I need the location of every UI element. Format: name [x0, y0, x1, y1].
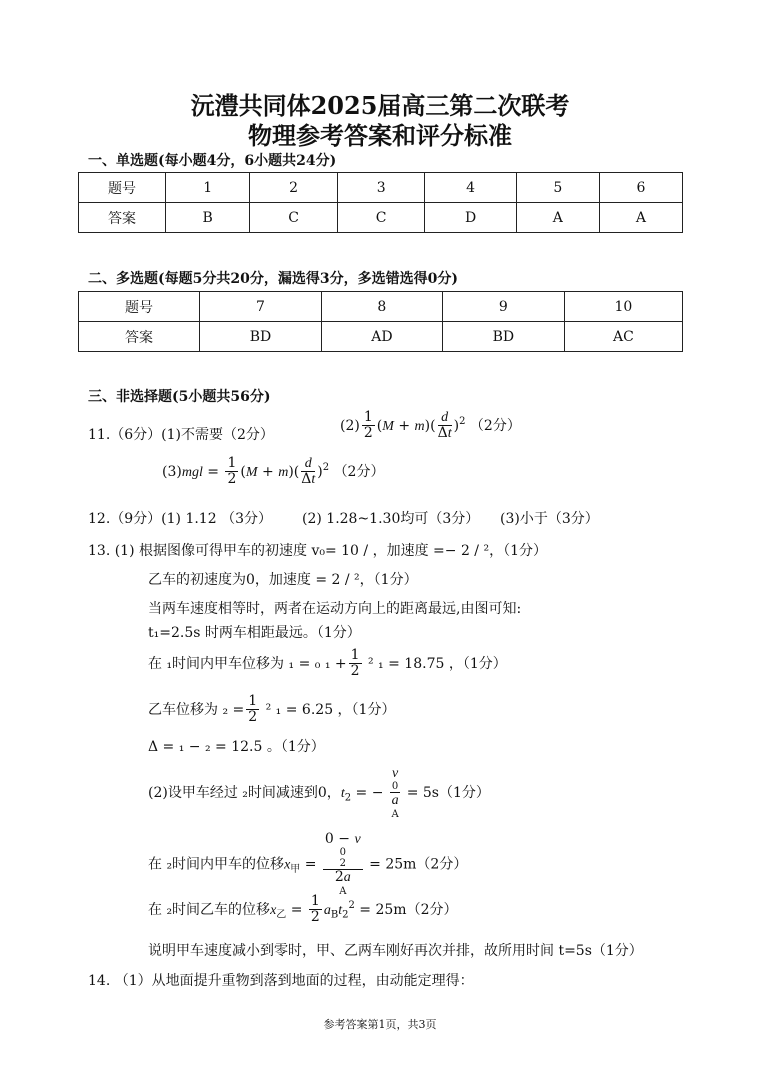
q11-part1: 11.（6分）(1)不需要（2分） — [88, 427, 274, 443]
answer-cell: AC — [564, 322, 682, 352]
q13-line3: 当两车速度相等时，两者在运动方向上的距离最远,由图可知: — [148, 601, 522, 617]
q13-line8: (2)设甲车经过 ₂时间减速到0，$t_2$ = − v 0 a A = 5s（1分） — [148, 766, 490, 820]
fraction-half: $\frac{1}{2}$ — [350, 647, 360, 680]
fraction-half: $\frac{1}{2}$ — [363, 409, 373, 442]
q11-part3: (3)mgl = $\frac{1}{2}$ (M + m)( $\frac{d}{\Delta t}$ )$^2$ （2分） — [162, 455, 385, 488]
table-row — [79, 173, 683, 203]
table-row — [79, 203, 683, 233]
q11-part3-prefix: (3) — [162, 463, 182, 480]
q11-part2: (2) $\frac{1}{2}$ (M + m)( $\frac{d}{\Delta t}$ )$^2$ （2分） — [340, 409, 521, 442]
fraction-half: $\frac{1}{2}$ — [248, 693, 258, 726]
fraction-d-dt: $\frac{d}{\Delta t}$ — [301, 456, 316, 488]
row-label-answer: 答案 — [79, 203, 166, 233]
q12-part3: (3)小于（3分） — [500, 511, 599, 527]
section3-heading: 三、非选择题(5小题共56分) — [88, 389, 271, 405]
answer-cell: BD — [200, 322, 322, 352]
q13-line8-suffix: = 5s（1分） — [406, 784, 490, 801]
row-label-question: 题号 — [79, 173, 166, 203]
q13-line9: 在 ₂时间内甲车的位移$x_甲$ = 0 − v 0 2 2a A = 25m（2分） — [148, 831, 468, 897]
q13-line1: 13. (1) 根据图像可得甲车的初速度 v₀= 10 / ，加速度 =− 2 / ²，（1分） — [88, 543, 547, 559]
q13-line9-suffix: = 25m（2分） — [369, 856, 468, 873]
question-number: 4 — [425, 173, 516, 203]
answer-cell: A — [516, 203, 599, 233]
table-row — [79, 322, 683, 352]
q13-line5-suffix: ² ₁ = 18.75 ，（1分） — [363, 655, 507, 672]
question-number: 6 — [599, 173, 682, 203]
answer-cell: D — [425, 203, 516, 233]
section2-heading: 二、多选题(每题5分共20分，漏选得3分，多选错选得0分) — [88, 271, 458, 287]
answer-cell: C — [250, 203, 338, 233]
q13-line10: 在 ₂时间乙车的位移$x_乙$ = $\frac{1}{2}$ $a_Bt_2^2 = 25m(2$分） — [148, 893, 458, 926]
fraction-half: $\frac{1}{2}$ — [227, 455, 237, 488]
question-number: 2 — [250, 173, 338, 203]
answer-cell: B — [166, 203, 250, 233]
q13-line2: 乙车的初速度为0，加速度 = 2 / ²，（1分） — [148, 572, 418, 588]
question-number: 10 — [564, 292, 682, 322]
answer-cell: C — [337, 203, 425, 233]
fraction-d-dt: $\frac{d}{\Delta t}$ — [437, 410, 452, 442]
multi-choice-table — [78, 291, 683, 352]
row-label-question: 题号 — [79, 292, 200, 322]
fraction-half: $\frac{1}{2}$ — [310, 893, 320, 926]
question-number: 9 — [442, 292, 564, 322]
q13-line6-prefix: 乙车位移为 ₂ = — [148, 701, 245, 718]
answer-cell: A — [599, 203, 682, 233]
q11-part2-prefix: (2) — [340, 417, 360, 434]
title-line2: 物理参考答案和评分标准 — [248, 121, 512, 150]
q11-part2-score: （2分） — [469, 417, 521, 434]
fraction-displacement-a: 0 − v 0 2 2a A — [324, 831, 361, 897]
q13-line8-prefix: (2)设甲车经过 ₂时间减速到0， — [148, 784, 341, 801]
table-row — [79, 292, 683, 322]
q13-line4: t₁=2.5s 时两车相距最远。（1分） — [148, 625, 361, 641]
q14-line1: 14. （1）从地面提升重物到落到地面的过程，由动能定理得： — [88, 973, 474, 989]
q13-line10-suffix: = 25m（2分） — [359, 901, 458, 918]
section1-heading: 一、单选题(每小题4分，6小题共24分) — [88, 153, 337, 169]
question-number: 1 — [166, 173, 250, 203]
q12-part2: (2) 1.28~1.30均可（3分） — [302, 511, 480, 527]
question-number: 5 — [516, 173, 599, 203]
question-number: 3 — [337, 173, 425, 203]
answer-cell: BD — [442, 322, 564, 352]
q12-part1: 12.（9分）(1) 1.12 （3分） — [88, 511, 272, 527]
page-footer: 参考答案第1页，共3页 — [323, 1018, 437, 1031]
q13-line5 — [148, 648, 507, 680]
fraction-v0-aA: v 0 a A — [391, 766, 399, 820]
q13-line9-prefix: 在 ₂时间内甲车的位移 — [148, 856, 285, 873]
q11-part3-score: （2分） — [333, 463, 385, 480]
answer-cell: AD — [321, 322, 442, 352]
q13-line6 — [148, 694, 395, 726]
q13-line7: Δ = ₁ − ₂ = 12.5 。（1分） — [148, 739, 325, 755]
q13-line11: 说明甲车速度减小到零时，甲、乙两车刚好再次并排，故所用时间 t=5s（1分） — [148, 943, 643, 959]
single-choice-table — [78, 172, 683, 233]
question-number: 8 — [321, 292, 442, 322]
question-number: 7 — [200, 292, 322, 322]
q13-line6-suffix: ² ₁ = 6.25 ，（1分） — [261, 701, 396, 718]
row-label-answer: 答案 — [79, 322, 200, 352]
q13-line5-prefix: 在 ₁时间内甲车位移为 ₁ = ₀ ₁ + — [148, 655, 347, 672]
q13-line10-prefix: 在 ₂时间乙车的位移 — [148, 901, 271, 918]
title-line1: 沅澧共同体2025届高三第二次联考 — [190, 91, 570, 120]
